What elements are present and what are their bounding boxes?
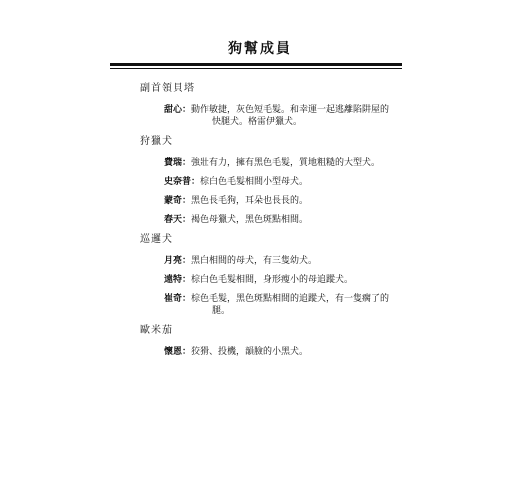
member-entry <box>140 214 390 226</box>
member-entry <box>140 274 390 286</box>
member-name: 崔奇 <box>164 294 183 304</box>
member-description: 棕色毛髮，黑色斑點相間的追蹤犬，有一隻瘸了的腿。 <box>191 294 390 316</box>
member-description: 強壯有力，擁有黑色毛髮，質地粗糙的大型犬。 <box>191 158 381 168</box>
page-title: 狗幫成員 <box>228 41 292 57</box>
member-name: 費瑞 <box>164 158 183 168</box>
member-description: 褐色母獵犬，黑色斑點相間。 <box>191 215 309 225</box>
title-rule-thin <box>110 68 402 69</box>
section-deputy <box>140 82 390 128</box>
title-rule-thick <box>110 63 402 66</box>
name-separator: ： <box>182 347 192 357</box>
name-separator: ： <box>182 256 192 266</box>
member-name: 月亮 <box>164 256 183 266</box>
member-name: 蒙奇 <box>164 196 183 206</box>
section-header: 副首領貝塔 <box>140 83 195 94</box>
member-description: 動作敏捷，灰色短毛髮。和幸運一起逃離陷阱屋的快腿犬。格雷伊獵犬。 <box>191 105 390 127</box>
member-name: 遠特 <box>164 275 183 285</box>
name-separator: ： <box>182 275 192 285</box>
section-header: 歐米茄 <box>140 325 173 336</box>
name-separator: ： <box>182 215 192 225</box>
section-hunters <box>140 135 390 226</box>
member-description: 棕白色毛髮相間小型母犬。 <box>200 177 309 187</box>
member-description: 黑色長毛狗，耳朵也長長的。 <box>191 196 309 206</box>
member-name: 甜心 <box>164 105 183 115</box>
name-separator: ： <box>182 158 192 168</box>
member-name: 春天 <box>164 215 183 225</box>
section-header: 巡邏犬 <box>140 234 173 245</box>
name-separator: ： <box>191 177 201 187</box>
section-header: 狩獵犬 <box>140 136 173 147</box>
member-description: 黑白相間的母犬，有三隻幼犬。 <box>191 256 318 266</box>
name-separator: ： <box>182 294 192 304</box>
member-entry <box>140 104 390 128</box>
name-separator: ： <box>182 105 192 115</box>
member-entry <box>140 176 390 188</box>
member-list <box>140 82 390 365</box>
member-entry <box>140 255 390 267</box>
member-entry <box>140 346 390 358</box>
member-description: 棕白色毛髮相間，身形瘦小的母追蹤犬。 <box>191 275 354 285</box>
member-name: 懷恩 <box>164 347 183 357</box>
member-entry <box>140 195 390 207</box>
name-separator: ： <box>182 196 192 206</box>
section-omega <box>140 324 390 358</box>
member-entry <box>140 157 390 169</box>
member-entry <box>140 293 390 317</box>
member-name: 史奈普 <box>164 177 192 187</box>
member-description: 狡猾、投機，韻臉的小黑犬。 <box>191 347 309 357</box>
section-patrol <box>140 233 390 317</box>
